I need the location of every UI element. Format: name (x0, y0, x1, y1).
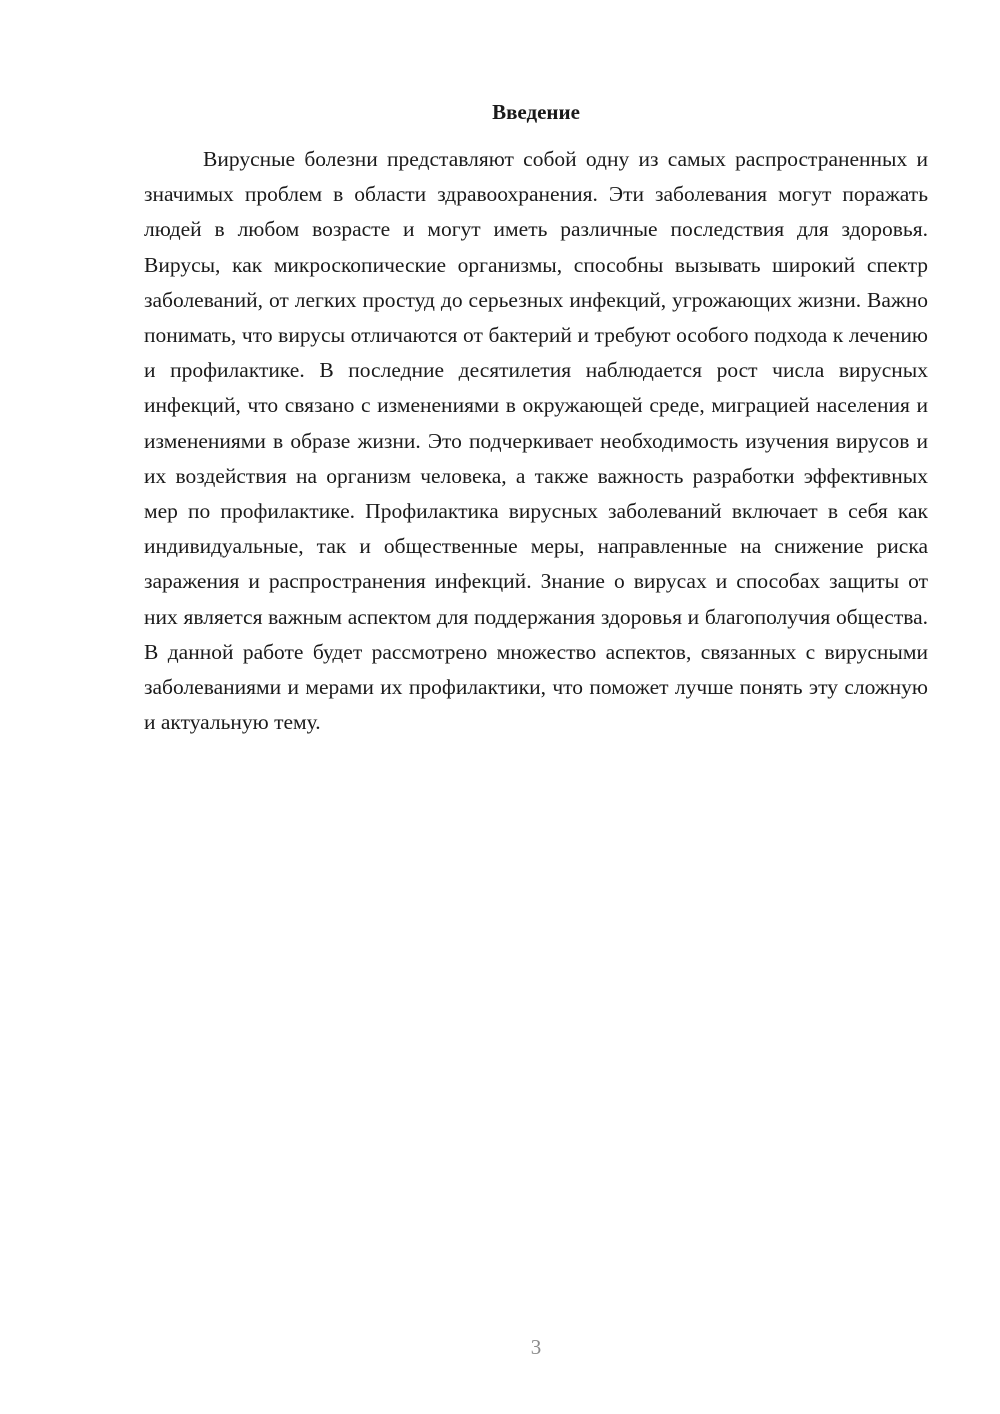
section-heading: Введение (492, 100, 580, 124)
body-paragraph: Вирусные болезни представляют собой одну из самых распространенных и значимых проблем в области здравоохранения. Эти заболевания могут поражать людей в любом возрасте и могут иметь различные последствия для здоровья. Вирусы, как микроскопические организмы, способны вызывать широкий спектр заболеваний, от легких простуд до серьезных инфекций, угрожающих жизни. Важно понимать, что вирусы отличаются от бактерий и требуют особого подхода к лечению и профилактике. В последние десятилетия наблюдается рост числа вирусных инфекций, что связано с изменениями в окружающей среде, миграцией населения и изменениями в образе жизни. Это подчеркивает необходимость изучения вирусов и их воздействия на организм человека, а также важность разработки эффективных мер по профилактике. Профилактика вирусных заболеваний включает в себя как индивидуальные, так и общественные меры, направленные на снижение риска заражения и распространения инфекций. Знание о вирусах и способах защиты от них является важным аспектом для поддержания здоровья и благополучия общества. В данной работе будет рассмотрено множество аспектов, связанных с вирусными заболеваниями и мерами их профилактики, что поможет лучше понять эту сложную и актуальную тему. (144, 147, 928, 735)
page-number: 3 (530, 1335, 542, 1359)
